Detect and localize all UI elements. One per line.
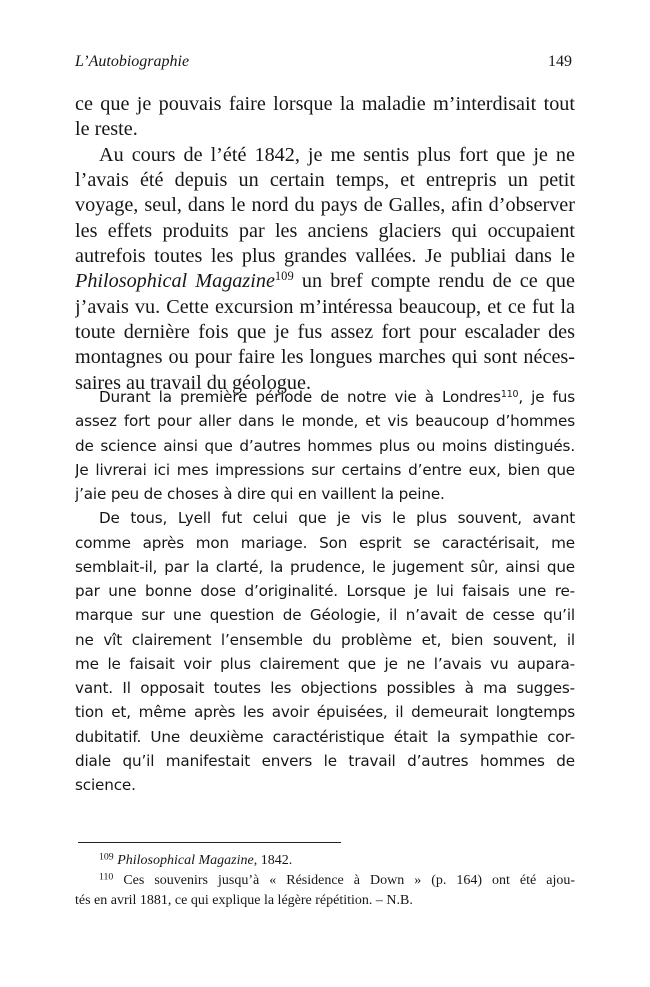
footnote-divider (78, 842, 341, 843)
text-line-with-footnote (75, 385, 575, 409)
footnote-109 (75, 851, 575, 871)
text-line: marque sur une question de Géologie, il n’avait de cesse qu’il (75, 606, 575, 625)
footnote-110 (75, 871, 575, 891)
text-line: les effets produits par les anciens glaciers qui occupaient (75, 219, 575, 242)
text-line: saires au travail du géologue. (75, 371, 312, 394)
text-line: diale qu’il manifestait envers le travail d’autres hommes de (75, 751, 575, 770)
text-line: toute dernière fois que je fus assez fort pour escalader des (75, 321, 575, 344)
footnote-number: 110 (99, 871, 114, 883)
footnote-journal-title: Philosophical Magazine (117, 853, 254, 868)
footnote-text: , 1842. (253, 853, 293, 868)
footnote-ref-109[interactable]: 109 (274, 269, 294, 284)
text-line: semblait-il, par la clarté, la prudence, le jugement sûr, ainsi que (75, 557, 575, 576)
text-line: science. (75, 776, 136, 794)
line-continuation: , je fus (518, 388, 575, 406)
running-title: L’Autobiographie (75, 53, 190, 70)
text-line: le reste. (75, 118, 138, 141)
text-line: Je livrerai ici mes impressions sur certains d’entre eux, bien que (75, 460, 575, 479)
footnotes (75, 851, 575, 911)
text-line: l’avais été depuis un certain temps, et entrepris un petit (75, 169, 575, 192)
running-header (75, 51, 575, 73)
footnote-number: 109 (99, 851, 114, 863)
text-line-with-footnote (75, 269, 575, 294)
text-line: autrefois toutes les plus grandes vallées. Je publiai dans le (75, 245, 575, 268)
text-line: Au cours de l’été 1842, je me sentis plus fort que je ne (99, 143, 575, 166)
text-line: montagnes ou pour faire les longues marches qui sont néces- (75, 346, 575, 369)
text-line: De tous, Lyell fut celui que je vis le plus souvent, avant (99, 509, 575, 528)
text-line: me le faisait voir plus clairement que je ne l’avais vu aupara- (75, 654, 575, 673)
footnote-text: Ces souvenirs jusqu’à « Résidence à Down » (p. 164) ont été ajou- (113, 873, 575, 888)
text-line: vant. Il opposait toutes les objections possibles à ma sugges- (75, 679, 575, 697)
text-line: tion et, même après les avoir épuisées, il demeurait longtemps (75, 703, 575, 722)
text-line: dubitatif. Une deuxième caractéristique était la sympathie cor- (75, 727, 575, 746)
serif-text-block (75, 92, 575, 396)
text-line: comme après mon mariage. Son esprit se caractérisait, me (75, 533, 575, 552)
sans-text-block (75, 385, 575, 797)
text-line: par une bonne dose d’originalité. Lorsque je lui faisais une re- (75, 582, 575, 600)
text-line: j’aie peu de choses à dire qui en vaillent la peine. (75, 485, 445, 503)
footnote-ref-110[interactable]: 110 (500, 388, 519, 400)
page-number: 149 (548, 53, 572, 70)
text-line: de science ainsi que d’autres hommes plus ou moins distingués. (75, 436, 575, 455)
line-continuation: un bref compte rendu de ce que (293, 270, 575, 293)
text-line: ne vît clairement l’ensemble du problème et, bien souvent, il (75, 630, 575, 649)
line-start: Durant la première période de notre vie à Londres (99, 388, 501, 406)
text-line: ce que je pouvais faire lorsque la maladie m’interdisait tout (75, 93, 575, 115)
text-line: assez fort pour aller dans le monde, et vis beaucoup d’hommes (75, 412, 575, 431)
text-line: voyage, seul, dans le nord du pays de Galles, afin d’observer (75, 194, 575, 217)
text-line: j’avais vu. Cette excursion m’intéressa beaucoup, et ce fut la (75, 295, 575, 318)
journal-title: Philosophical Magazine (75, 270, 275, 293)
footnote-110-continuation: tés en avril 1881, ce qui explique la légère répétition. – N.B. (75, 893, 413, 908)
